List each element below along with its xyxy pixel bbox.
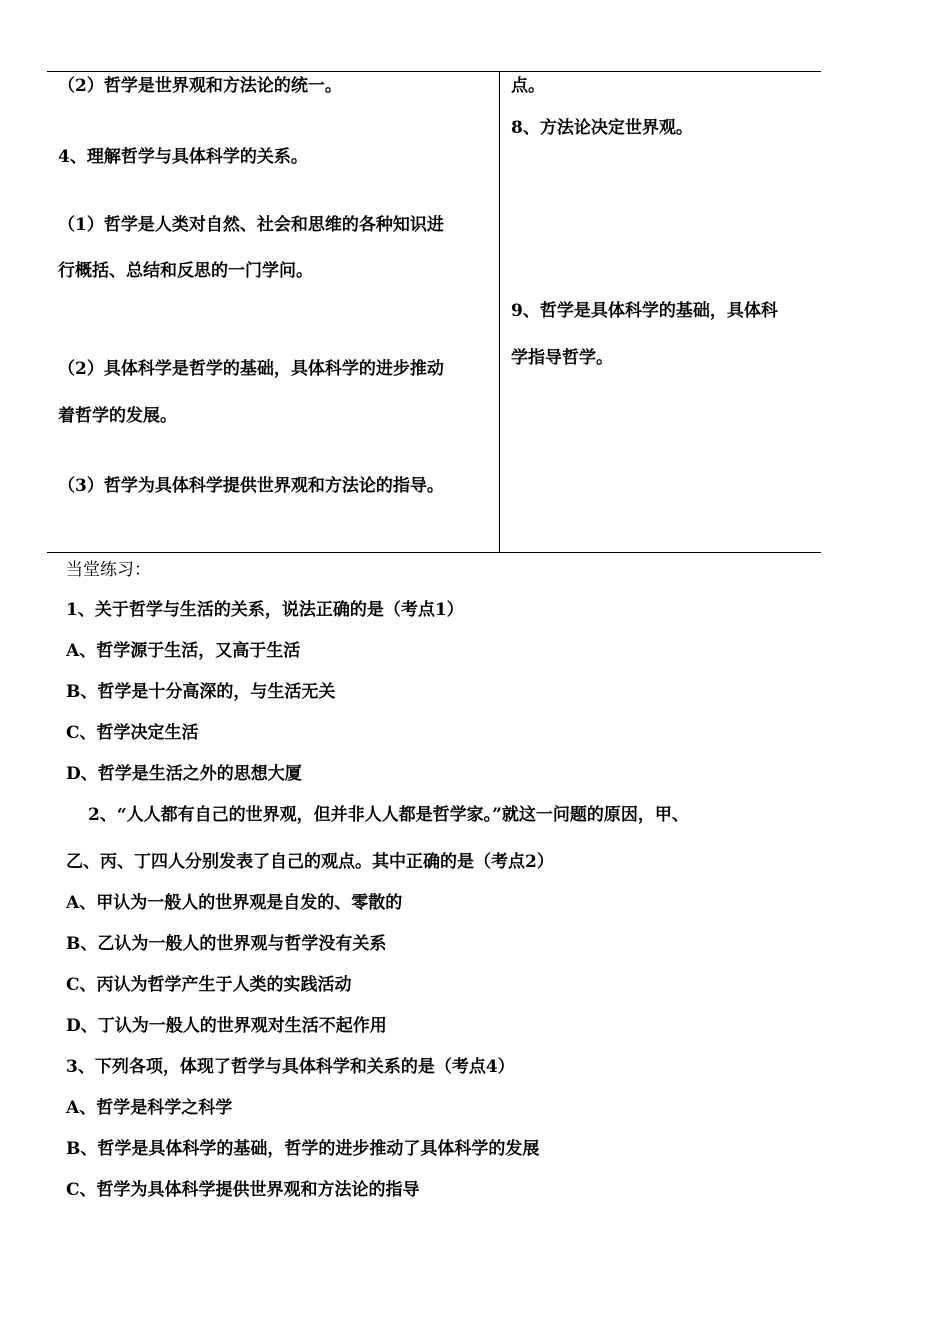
right-cell-line: 学指导哲学。 — [511, 348, 613, 368]
practice-line: A、哲学是科学之科学 — [66, 1098, 233, 1118]
table-top-border — [47, 71, 821, 72]
table-bottom-border — [47, 552, 821, 553]
practice-line: 1、关于哲学与生活的关系，说法正确的是（考点1） — [66, 600, 464, 620]
practice-line: A、甲认为一般人的世界观是自发的、零散的 — [66, 893, 403, 913]
right-cell-line: 9、哲学是具体科学的基础，具体科 — [511, 301, 778, 321]
practice-line: C、丙认为哲学产生于人类的实践活动 — [66, 975, 352, 995]
practice-line: C、哲学决定生活 — [66, 723, 199, 743]
practice-line: B、乙认为一般人的世界观与哲学没有关系 — [66, 934, 387, 954]
practice-line: C、哲学为具体科学提供世界观和方法论的指导 — [66, 1180, 420, 1200]
left-cell-line: 行概括、总结和反思的一门学问。 — [58, 261, 313, 281]
practice-line: B、哲学是具体科学的基础，哲学的进步推动了具体科学的发展 — [66, 1139, 540, 1159]
practice-line: D、哲学是生活之外的思想大厦 — [66, 764, 302, 784]
practice-line: A、哲学源于生活，又高于生活 — [66, 641, 301, 661]
right-cell-line: 点。 — [511, 76, 545, 96]
practice-heading: 当堂练习： — [66, 560, 151, 580]
practice-line: D、丁认为一般人的世界观对生活不起作用 — [66, 1016, 387, 1036]
left-cell-line: 着哲学的发展。 — [58, 406, 177, 426]
left-cell-line: （2）具体科学是哲学的基础，具体科学的进步推动 — [58, 359, 444, 379]
right-cell-line: 8、方法论决定世界观。 — [511, 118, 693, 138]
practice-line: 2、“人人都有自己的世界观，但并非人人都是哲学家。”就这一问题的原因，甲、 — [88, 805, 689, 825]
left-cell-line: （2）哲学是世界观和方法论的统一。 — [58, 76, 342, 96]
practice-line: 乙、丙、丁四人分别发表了自己的观点。其中正确的是（考点2） — [66, 852, 554, 872]
practice-line: B、哲学是十分高深的，与生活无关 — [66, 682, 336, 702]
left-cell-line: 4、理解哲学与具体科学的关系。 — [58, 147, 308, 167]
left-cell-line: （1）哲学是人类对自然、社会和思维的各种知识进 — [58, 215, 444, 235]
table-column-divider — [499, 71, 500, 553]
practice-line: 3、下列各项，体现了哲学与具体科学和关系的是（考点4） — [66, 1057, 515, 1077]
left-cell-line: （3）哲学为具体科学提供世界观和方法论的指导。 — [58, 476, 444, 496]
